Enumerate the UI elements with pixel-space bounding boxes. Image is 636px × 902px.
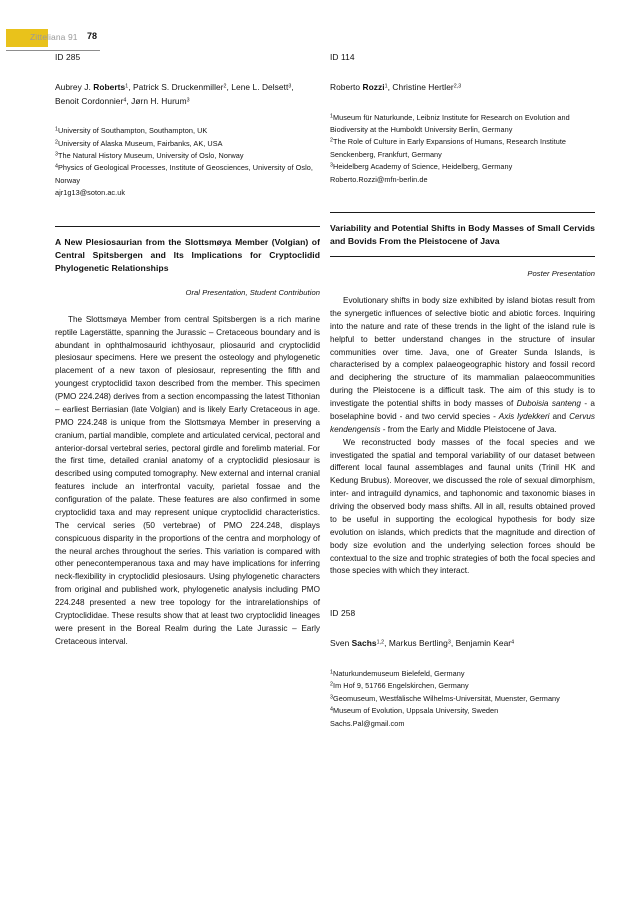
journal-name: Zitteliana 91	[30, 32, 78, 42]
abstract-id-114: ID 114	[330, 52, 355, 62]
title-block-114	[330, 212, 595, 257]
author-list-285: Aubrey J. Roberts$^1$, Patrick S. Druckenmiller$^2$, Lene L. Delsett$^3$, Benoit Cordonnier$^4$, Jørn H. Hurum$^3$	[55, 82, 294, 106]
presentation-type-285: Oral Presentation, Student Contribution	[185, 287, 320, 297]
abstract-body-285: The Slottsmøya Member from central Spitsbergen is a rich marine reptile Lagerstätte, spanning the Jurassic – Cretaceous boundary and is abundant in ophthalmosaurid ichthyosaur, pliosaurid and cryptoclidid plesiosaur specimens. Here we present the osteology and phylogenetic placement of a new taxon of plesiosaur, representing the fifth and youngest cryptoclidid taxon described from the member. This specimen (PMO 224.248) derives from a section encompassing the latest Tithonian – earliest Berriasian (late Volgian) and is likely Early Cretaceous in age. PMO 224.248 is unique from the Slottsmøya Member in preserving a cranium, partial mandible, complete and articulated cervical, pectoral and anterior-dorsal vertebral series, pectoral girdle and forelimb material. For the first time, detailed cranial anatomy of a cryptoclidid plesiosaur is described using computed tomography. New external and internal cranial features include an interfrontal vacuity, parietal fossae and the configuration of the palate. These features are also confirmed in some cryptoclidid taxa and may represent unique cryptoclidid characteristics. The cervical series (50 vertebrae) of PMO 224.248, displays conspicuous disparity in the proportions of the centra and morphology of the neural arches throughout the series. This variation is compared with other penecontemperanous taxa and may have implications for inferring neck-flexibility in cryptoclidid plesiosaurs. Using phylogenetic characters from original and published work, phylogenetic analysis including PMO 224.248 presented a new tree topology for the intrarelationships of Cryptoclididae. These results show that at least two cryptoclidid lineages were present in the Boreal Realm during the Late Jurassic – Early Cretaceous interval.	[55, 314, 320, 646]
title-block-285	[55, 226, 320, 275]
presentation-type-114: Poster Presentation	[527, 269, 595, 279]
affiliations-114: $^1$Museum für Naturkunde, Leibniz Institute for Research on Evolution and Biodiversity at the Humboldt University Berlin, Germany $^2$The Role of Culture in Early Expansions of Humans, Research Institute Senckenberg, Frankfurt, Germany $^3$Heidelberg Academy of Science, Heidelberg, Germany Roberto.Rozzi@mfn-berlin.de	[330, 112, 570, 184]
affiliations-258: $^1$Naturkundemuseum Bielefeld, Germany $^2$Im Hof 9, 51766 Engelskirchen, Germany $^3$Geomuseum, Westfälische Wilhelms-Universität, Muenster, Germany $^4$Museum of Evolution, Uppsala University, Sweden Sachs.Pal@gmail.com	[330, 668, 560, 728]
abstract-id-285: ID 285	[55, 52, 81, 62]
left-column	[55, 52, 320, 649]
abstract-title-114: Variability and Potential Shifts in Body Masses of Small Cervids and Bovids From the Pleistocene of Java	[330, 222, 595, 247]
author-list-114: Roberto Rozzi$^1$, Christine Hertler$^{2,3}$	[330, 82, 462, 92]
running-head-rule	[6, 50, 100, 51]
abstract-id-258: ID 258	[330, 608, 356, 619]
running-head	[0, 28, 636, 52]
abstract-body-114: Evolutionary shifts in body size exhibited by island biotas result from the synergetic influences of selective biotic and abiotic forces. Inquiring into the nature and rate of these trends in the light of the island rule is helpful to better understand changes in the structure of insular communities over time. Java, one of Greater Sunda Islands, is characterised by a complex palaeogeographic history and fossil record and deciphering the structure of its mammalian palaeocommunities during the Pleistocene is a difficult task. The aim of this study is to investigate the potential shifts in body masses of Duboisia santeng - a boselaphine bovid - and two cervid species - Axis lydekkeri and Cervus kendengensis - from the Early and Middle Pleistocene of Java. We reconstructed body masses of the focal species and we investigated the spatial and temporal variability of our dataset between different local faunal assemblages and faunal units (Trinil HK and Kedung Brubus). Moreover, we discussed the role of sexual dimorphism, inter- and intraguild dynamics, and taphonomic and taxonomic biases in driving the observed body mass shifts. All in all, results obtained proved to be useful in supporting the ecological hypothesis for body size evolution on islands, which predicts that the magnitude and direction of body size evolution and the underlying selection forces should be contextual to the size and trophic strategies of both the focal species and those species with which they interact.	[330, 296, 595, 576]
affiliations-285: $^1$University of Southampton, Southampton, UK $^2$University of Alaska Museum, Fairbanks, AK, USA $^3$The Natural History Museum, University of Oslo, Norway $^4$Physics of Geological Processes, Institute of Geosciences, University of Oslo, Norway ajr1g13@soton.ac.uk	[55, 126, 313, 198]
page-number: 78	[87, 31, 98, 41]
right-column	[330, 52, 595, 730]
abstract-title-285: A New Plesiosaurian from the Slottsmøya Member (Volgian) of Central Spitsbergen and Its Implications for Cryptoclidid Phylogenetic Relationships	[55, 236, 320, 273]
author-list-258: Sven Sachs$^{1,2}$, Markus Bertling$^3$, Benjamin Kear$^4$	[330, 638, 515, 649]
